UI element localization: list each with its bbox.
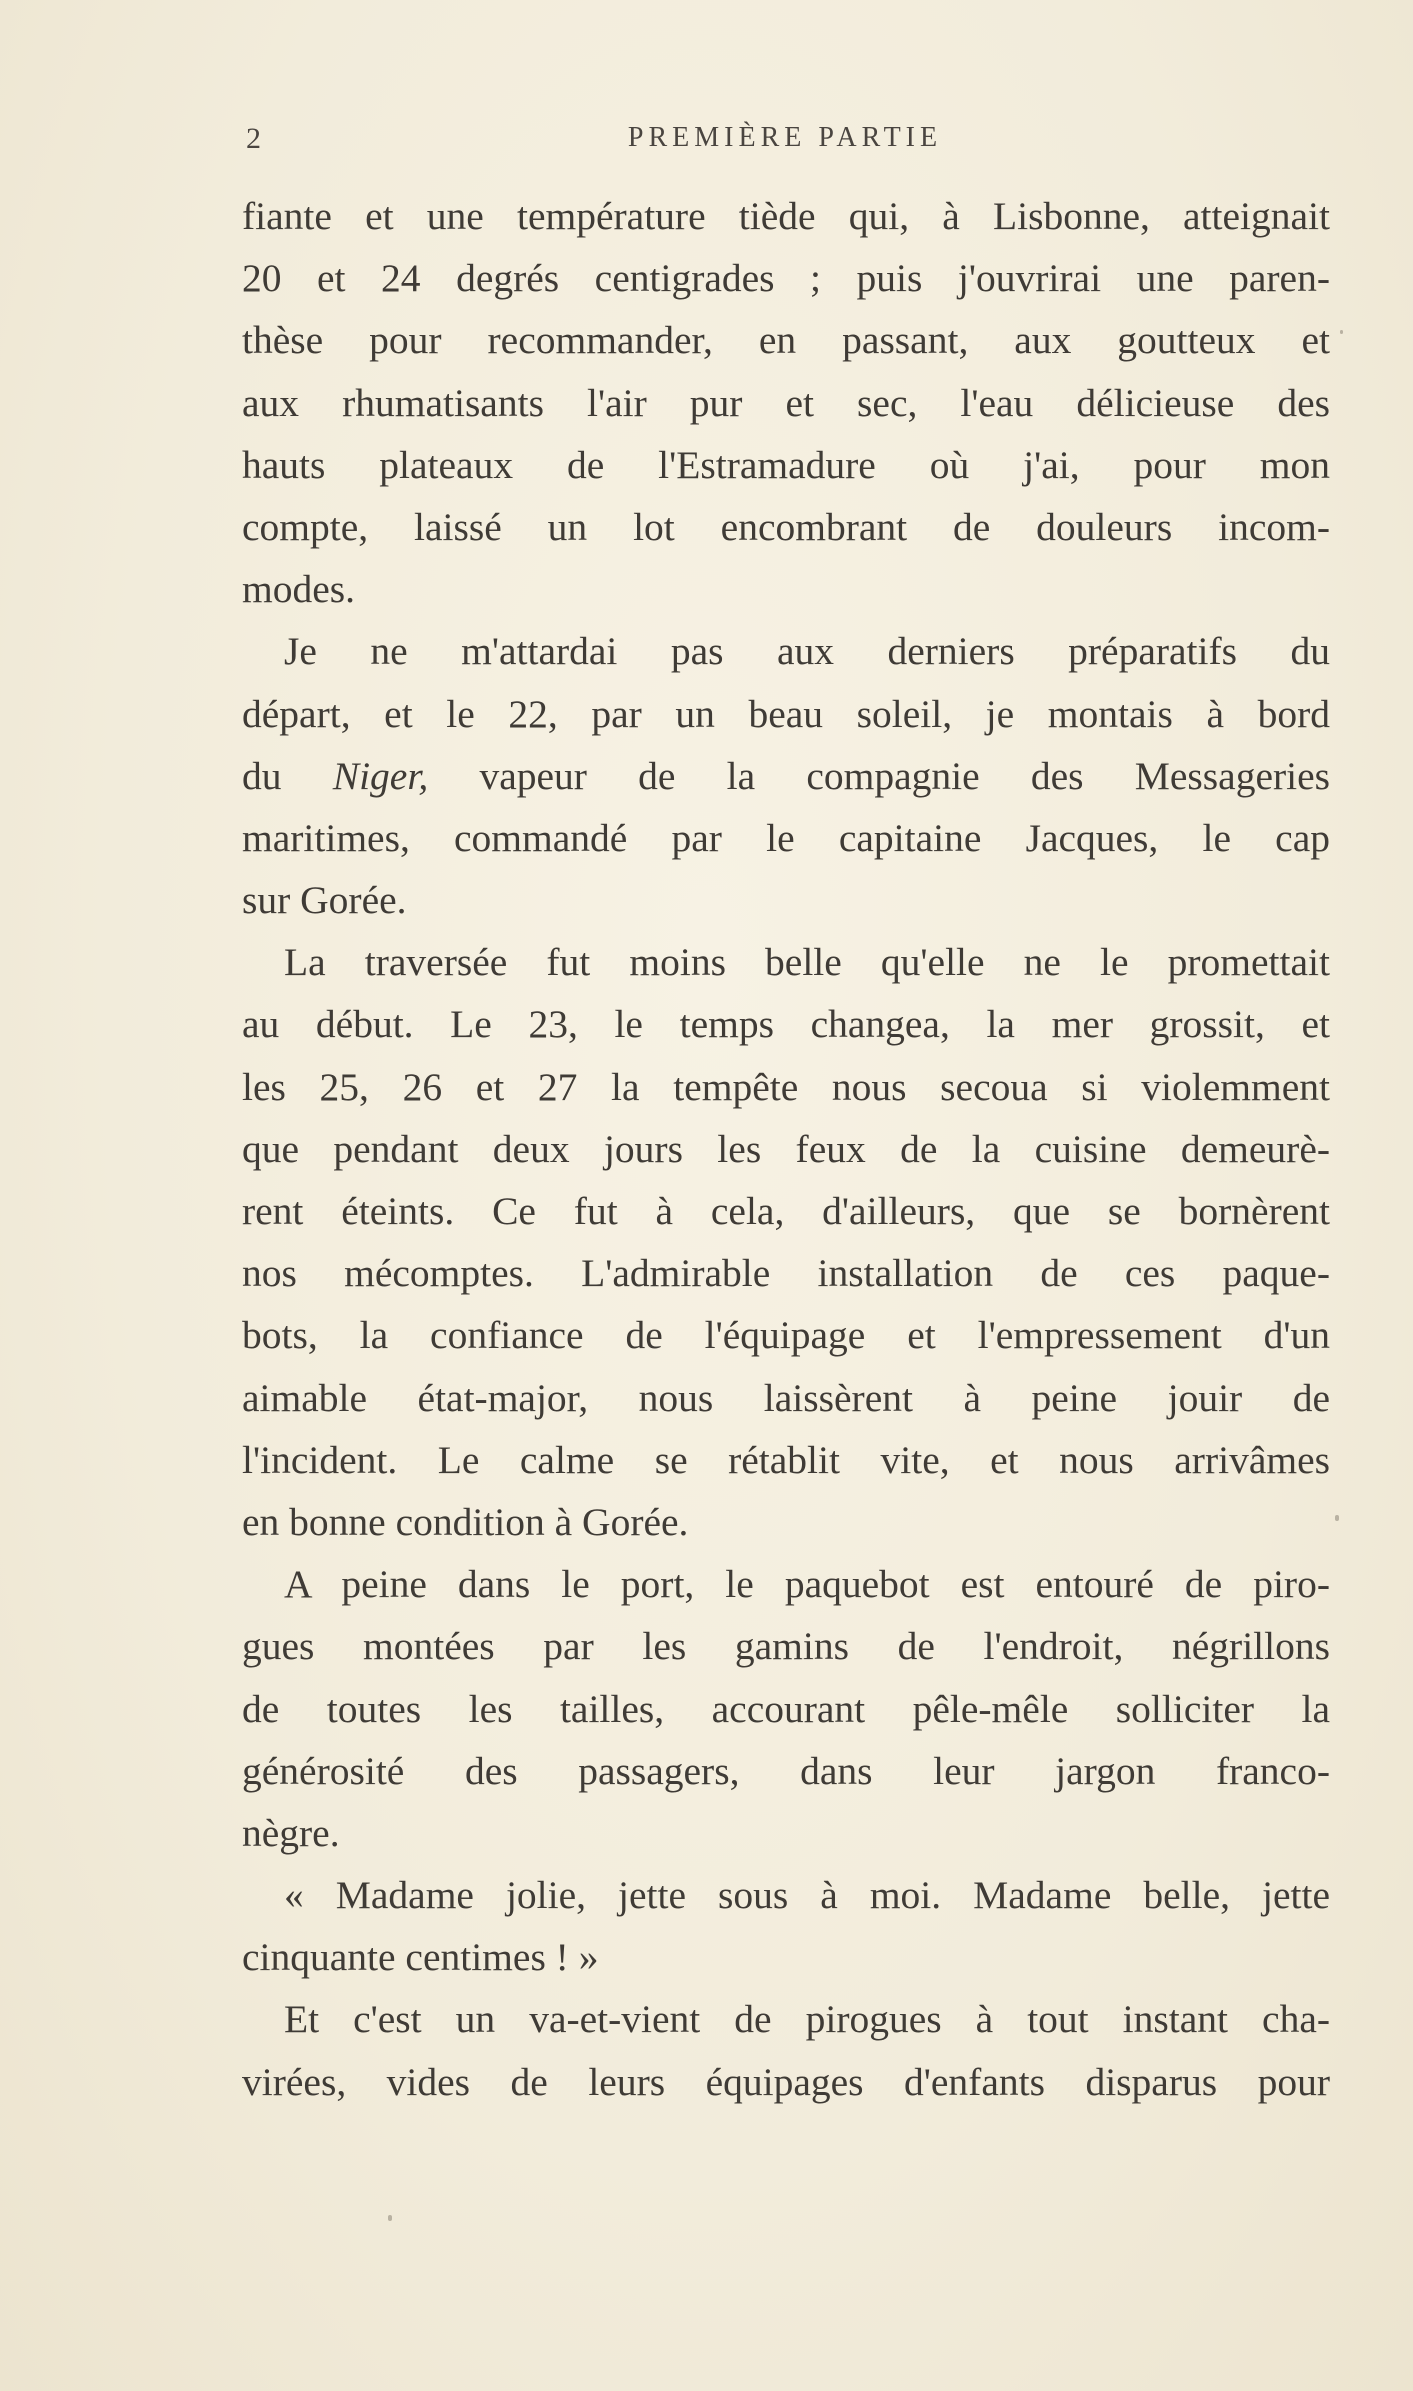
text-line: virées, vides de leurs équipages d'enfants disparus pour	[242, 2059, 1330, 2104]
paper-speck	[1340, 330, 1343, 334]
text-line: Et c'est un va-et-vient de pirogues à tout instant cha-	[284, 1997, 1330, 2042]
paper-speck	[388, 2215, 392, 2221]
text-line: nos mécomptes. L'admirable installation de ces paque-	[242, 1251, 1330, 1296]
text-fragment: du	[242, 753, 333, 798]
ship-name: Niger,	[332, 753, 429, 798]
text-line: nègre.	[242, 1810, 340, 1855]
page-number: 2	[246, 122, 261, 155]
text-line: gues montées par les gamins de l'endroit, négrillons	[242, 1624, 1330, 1669]
body-text	[242, 185, 1330, 2113]
text-line: en bonne condition à Gorée.	[242, 1499, 689, 1544]
text-line: 20 et 24 degrés centigrades ; puis j'ouvrirai une paren-	[242, 256, 1330, 301]
text-line: les 25, 26 et 27 la tempête nous secoua si violemment	[242, 1064, 1330, 1109]
text-fragment: vapeur de la compagnie des Messageries	[428, 753, 1330, 798]
text-line: « Madame jolie, jette sous à moi. Madame belle, jette	[284, 1873, 1330, 1918]
running-head: PREMIÈRE PARTIE	[627, 122, 943, 153]
text-line: aimable état-major, nous laissèrent à peine jouir de	[242, 1375, 1330, 1420]
text-line: rent éteints. Ce fut à cela, d'ailleurs, que se bornèrent	[242, 1189, 1330, 1233]
text-line: cinquante centimes ! »	[242, 1935, 599, 1980]
text-line: que pendant deux jours les feux de la cuisine demeurè-	[242, 1126, 1330, 1171]
text-line: aux rhumatisants l'air pur et sec, l'eau délicieuse des	[242, 380, 1330, 425]
text-line: modes.	[242, 567, 356, 612]
text-line	[242, 745, 1330, 807]
paper-speck	[1335, 1515, 1339, 1521]
text-line: maritimes, commandé par le capitaine Jacques, le cap	[242, 815, 1330, 860]
text-line: Je ne m'attardai pas aux derniers préparatifs du	[284, 629, 1330, 674]
text-line: sur Gorée.	[242, 878, 407, 923]
text-line: de toutes les tailles, accourant pêle-mêle solliciter la	[242, 1686, 1330, 1731]
text-line: au début. Le 23, le temps changea, la mer grossit, et	[242, 1002, 1330, 1047]
text-line: thèse pour recommander, en passant, aux goutteux et	[242, 318, 1330, 363]
text-line: La traversée fut moins belle qu'elle ne le promettait	[284, 940, 1330, 985]
text-line: hauts plateaux de l'Estramadure où j'ai, pour mon	[242, 442, 1330, 487]
text-line: générosité des passagers, dans leur jargon franco-	[242, 1748, 1330, 1793]
text-line: fiante et une température tiède qui, à Lisbonne, atteignait	[242, 194, 1330, 238]
page-header	[240, 118, 1330, 168]
text-line: A peine dans le port, le paquebot est entouré de piro-	[284, 1562, 1330, 1607]
text-line: l'incident. Le calme se rétablit vite, et nous arrivâmes	[242, 1437, 1330, 1482]
text-line: compte, laissé un lot encombrant de douleurs incom-	[242, 504, 1330, 549]
text-line: départ, et le 22, par un beau soleil, je montais à bord	[242, 691, 1330, 736]
text-line: bots, la confiance de l'équipage et l'empressement d'un	[242, 1313, 1330, 1358]
